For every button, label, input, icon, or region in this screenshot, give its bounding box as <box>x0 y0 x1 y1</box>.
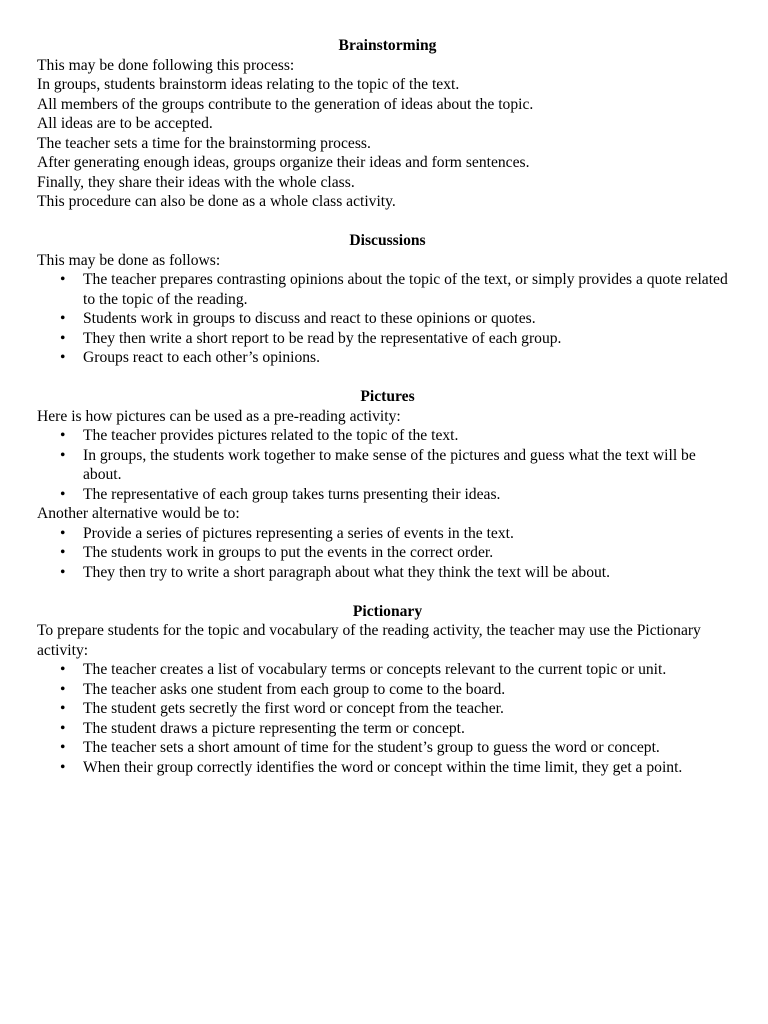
bullet-icon: • <box>60 700 66 717</box>
bullet-icon: • <box>60 310 66 327</box>
list-item-text: Groups react to each other’s opinions. <box>83 349 321 366</box>
bullet-icon: • <box>60 524 66 542</box>
bullet-icon: • <box>60 349 66 366</box>
bullet-icon: • <box>60 446 66 464</box>
list-item-text: Students work in groups to discuss and react to these opinions or quotes. <box>83 310 536 327</box>
list-item <box>60 485 738 505</box>
list-item <box>60 426 738 446</box>
list-item-text: The representative of each group takes turns presenting their ideas. <box>83 485 501 503</box>
list-item <box>60 348 738 368</box>
brainstorming-line: This procedure can also be done as a whole class activity. <box>37 193 396 210</box>
list-item-text: The student gets secretly the first word or concept from the teacher. <box>83 700 504 717</box>
pictures-alt-intro: Another alternative would be to: <box>37 505 240 522</box>
pictionary-list <box>37 660 738 777</box>
brainstorming-line: In groups, students brainstorm ideas relating to the topic of the text. <box>37 76 460 93</box>
list-item-text: Provide a series of pictures representing a series of events in the text. <box>83 524 514 542</box>
list-item <box>60 309 738 329</box>
list-item-text: The teacher prepares contrasting opinions about the topic of the text, or simply provides a quote related to the topic of the reading. <box>83 271 728 308</box>
bullet-icon: • <box>60 680 66 698</box>
bullet-icon: • <box>60 661 66 678</box>
pictures-list <box>37 426 738 504</box>
list-item-text: In groups, the students work together to make sense of the pictures and guess what the text will be about. <box>83 446 696 483</box>
list-item <box>60 738 738 758</box>
brainstorming-line: This may be done following this process: <box>37 56 295 74</box>
list-item-text: The teacher sets a short amount of time for the student’s group to guess the word or concept. <box>83 739 660 756</box>
list-item <box>60 329 738 349</box>
pictionary-intro: To prepare students for the topic and vocabulary of the reading activity, the teacher may use the Pictionary activity: <box>37 622 701 659</box>
pictures-alt-list <box>37 524 738 583</box>
brainstorming-line: All ideas are to be accepted. <box>37 115 213 132</box>
discussions-list <box>37 270 738 368</box>
list-item <box>60 660 738 680</box>
list-item-text: When their group correctly identifies the word or concept within the time limit, they get a point. <box>83 758 683 776</box>
section-spacer <box>37 368 738 388</box>
discussions-intro: This may be done as follows: <box>37 251 221 269</box>
bullet-icon: • <box>60 739 66 756</box>
brainstorming-line: After generating enough ideas, groups organize their ideas and form sentences. <box>37 154 530 171</box>
bullet-icon: • <box>60 544 66 561</box>
bullet-icon: • <box>60 719 66 737</box>
brainstorming-line: Finally, they share their ideas with the whole class. <box>37 173 355 191</box>
list-item-text: They then write a short report to be read by the representative of each group. <box>83 329 562 347</box>
bullet-icon: • <box>60 271 66 288</box>
list-item <box>60 699 738 719</box>
list-item-text: The student draws a picture representing the term or concept. <box>83 719 465 737</box>
bullet-icon: • <box>60 758 66 776</box>
list-item <box>60 446 738 485</box>
list-item-text: The teacher creates a list of vocabulary terms or concepts relevant to the current topic or unit. <box>83 661 667 678</box>
bullet-icon: • <box>60 485 66 503</box>
list-item <box>60 524 738 544</box>
list-item-text: The teacher provides pictures related to the topic of the text. <box>83 427 459 444</box>
list-item-text: They then try to write a short paragraph about what they think the text will be about. <box>83 563 611 581</box>
discussions-heading: Discussions <box>349 232 426 249</box>
list-item <box>60 543 738 563</box>
bullet-icon: • <box>60 563 66 581</box>
brainstorming-line: The teacher sets a time for the brainstorming process. <box>37 134 371 152</box>
list-item-text: The teacher asks one student from each group to come to the board. <box>83 680 506 698</box>
list-item-text: The students work in groups to put the events in the correct order. <box>83 544 494 561</box>
list-item <box>60 563 738 583</box>
bullet-icon: • <box>60 427 66 444</box>
section-spacer <box>37 212 738 232</box>
brainstorming-line: All members of the groups contribute to the generation of ideas about the topic. <box>37 95 534 113</box>
list-item <box>60 719 738 739</box>
bullet-icon: • <box>60 329 66 347</box>
section-spacer <box>37 582 738 602</box>
pictures-intro: Here is how pictures can be used as a pre-reading activity: <box>37 407 401 425</box>
list-item <box>60 758 738 778</box>
pictures-heading: Pictures <box>360 388 415 405</box>
list-item <box>60 680 738 700</box>
brainstorming-heading: Brainstorming <box>338 37 437 54</box>
pictionary-heading: Pictionary <box>352 602 423 620</box>
list-item <box>60 270 738 309</box>
